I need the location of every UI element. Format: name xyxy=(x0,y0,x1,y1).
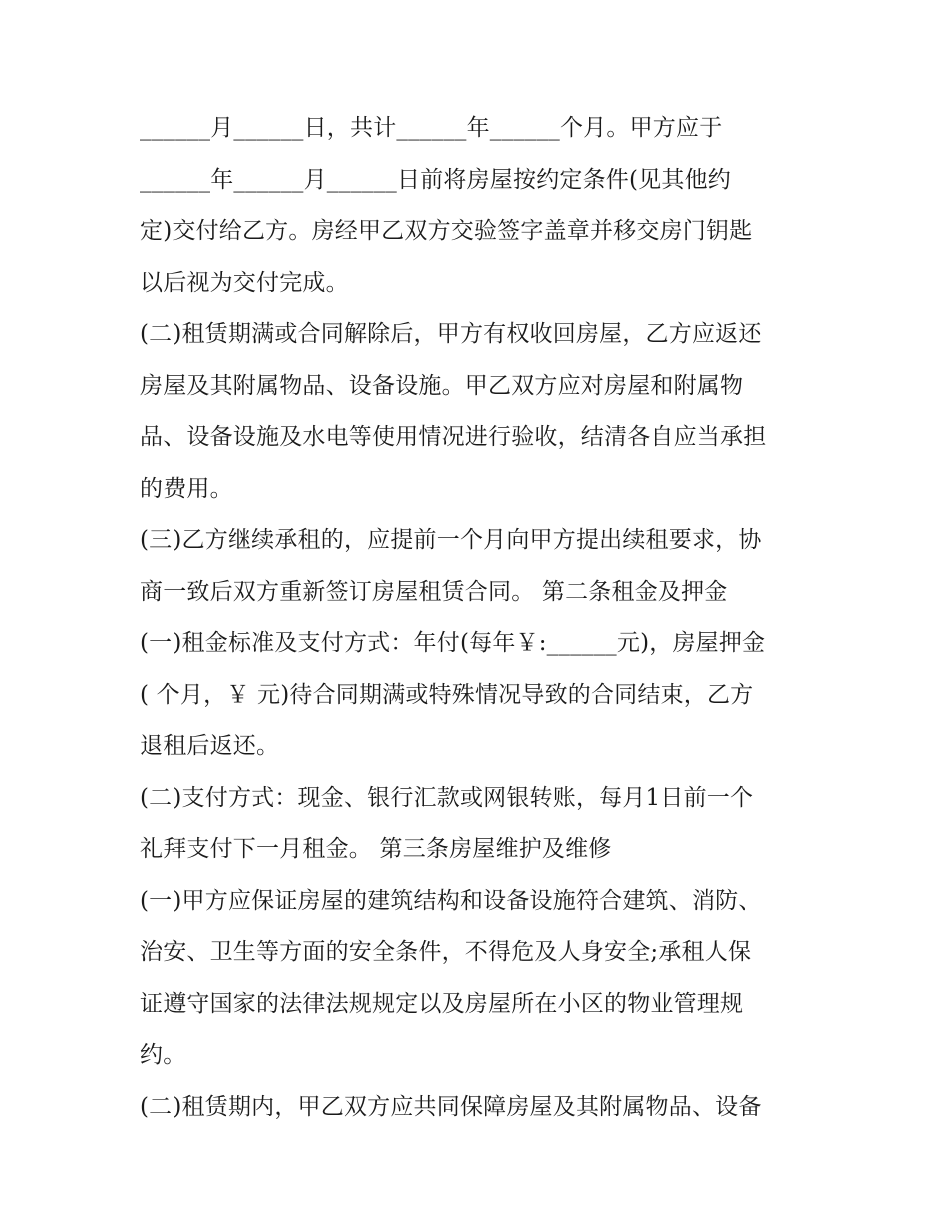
text-line: 商一致后双方重新签订房屋租赁合同。 第二条租金及押金 xyxy=(140,578,728,605)
text-line: ______月______日，共计______年______个月。甲方应于 xyxy=(140,115,723,141)
text-line: (一)租金标准及支付方式：年付(每年￥:______元)，房屋押金 xyxy=(140,630,766,656)
text-line: 治安、卫生等方面的安全条件，不得危及人身安全;承租人保 xyxy=(140,939,752,965)
text-line: 以后视为交付完成。 xyxy=(140,269,349,296)
text-line: (一)甲方应保证房屋的建筑结构和设备设施符合建筑、消防、 xyxy=(140,887,762,914)
document-body xyxy=(140,103,810,1133)
text-line: 退租后返还。 xyxy=(140,733,280,759)
text-line: 的费用。 xyxy=(140,475,233,502)
text-line: 证遵守国家的法律法规规定以及房屋所在小区的物业管理规 xyxy=(140,990,744,1017)
text-line: (二)租赁期内，甲乙双方应共同保障房屋及其附属物品、设备 xyxy=(140,1093,762,1120)
text-line: (三)乙方继续承租的，应提前一个月向甲方提出续租要求，协 xyxy=(140,527,762,553)
text-line: ( 个月，￥ 元)待合同期满或特殊情况导致的合同结束，乙方 xyxy=(140,681,754,708)
text-line: 房屋及其附属物品、设备设施。甲乙双方应对房屋和附属物 xyxy=(140,372,744,399)
text-line: 礼拜支付下一月租金。 第三条房屋维护及维修 xyxy=(140,836,612,862)
text-line: 约。 xyxy=(140,1042,187,1068)
text-line: 品、设备设施及水电等使用情况进行验收，结清各自应当承担 xyxy=(140,424,767,450)
text-line: ______年______月______日前将房屋按约定条件(见其他约 xyxy=(140,166,731,193)
text-line: 定)交付给乙方。房经甲乙双方交验签字盖章并移交房门钥匙 xyxy=(140,218,753,244)
text-line: (二)支付方式：现金、银行汇款或网银转账，每月1日前一个 xyxy=(140,784,754,811)
text-line: (二)租赁期满或合同解除后，甲方有权收回房屋，乙方应返还 xyxy=(140,321,762,347)
